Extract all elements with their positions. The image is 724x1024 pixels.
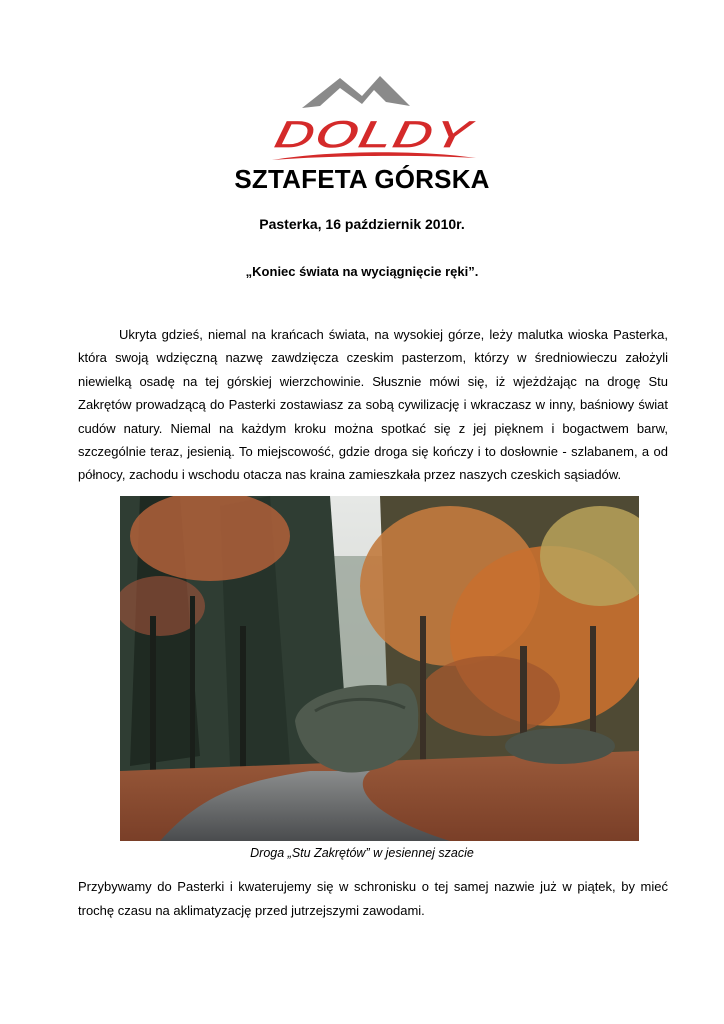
page-title: SZTAFETA GÓRSKA — [234, 164, 490, 194]
logo-wordmark: DOLDY — [269, 111, 420, 157]
paragraph-2: Przybywamy do Pasterki i kwaterujemy się w schronisku o tej samej nazwie już w piątek, by mieć trochę czasu na aklimatyzację przed jutrzejszymi zawodami. — [78, 879, 668, 918]
article-headline: „Koniec świata na wyciągnięcie ręki”. — [245, 264, 479, 279]
photo-caption: Droga „Stu Zakrętów” w jesiennej szacie — [250, 846, 474, 860]
doldy-logo — [262, 72, 482, 164]
date-line: Pasterka, 16 październik 2010r. — [259, 216, 465, 232]
forest-road-photo — [120, 496, 639, 841]
paragraph-1: Ukryta gdzieś, niemal na krańcach świata, na wysokiej górze, leży malutka wioska Pasterka, która swoją wdzięczną nazwę zawdzięcza czeskim pasterzom, którzy w średniowieczu założyli niewielką osadę na tej górskiej wierzchowinie. Słusznie mówi się, iż wjeżdżając na drogę Stu Zakrętów prowadzącą do Pasterki zostawiasz za sobą cywilizację i wkraczasz w inny, baśniowy świat cudów natury. Niemal na każdym kroku można spotkać się z jej pięknem i bogactwem barw, szczególnie teraz, jesienią. To miejscowość, gdzie droga się kończy i to dosłownie - szlabanem, a od północy, zachodu i wschodu otacza nas kraina zamieszkała przez naszych czeskich sąsiadów. — [78, 327, 668, 483]
